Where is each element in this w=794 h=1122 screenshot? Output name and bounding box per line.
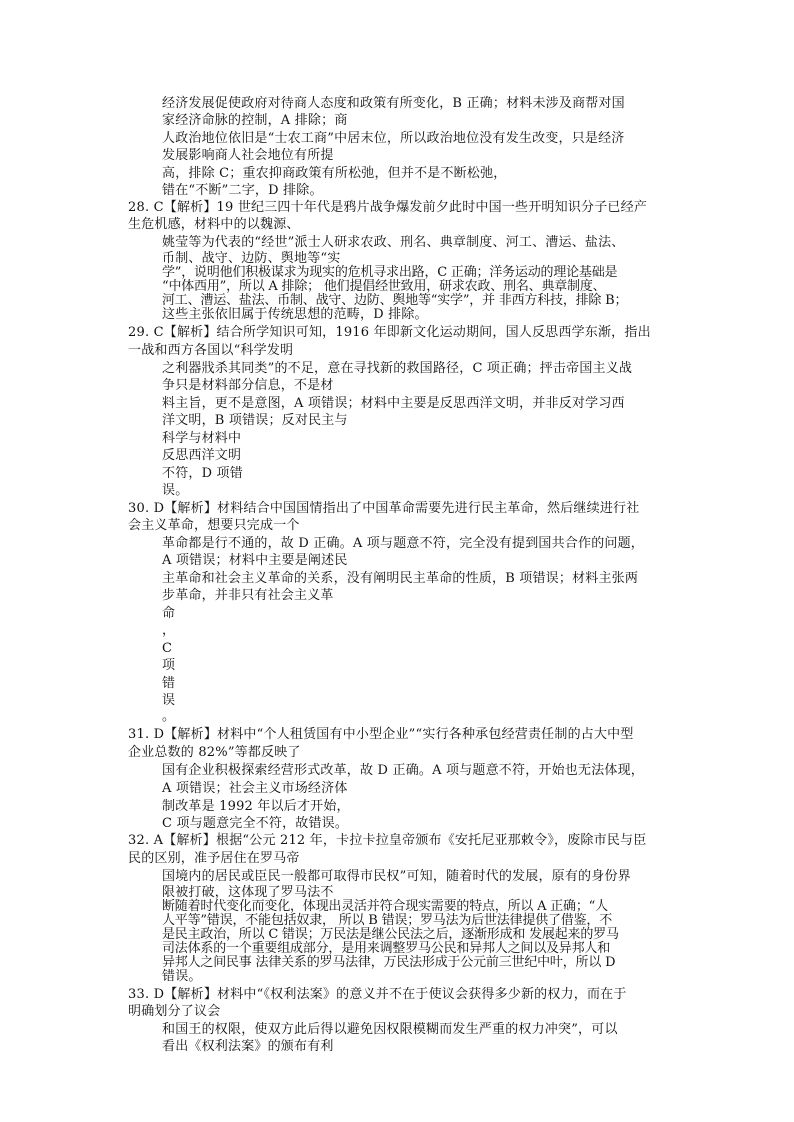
text-line: 人平等”错误，不能包括奴隶， 所以 B 错误；罗马法为后世法律提供了借鉴，不 <box>162 913 612 928</box>
text-line: 项 <box>162 658 176 673</box>
text-line: 企业总数的 82%”等都反映了 <box>128 745 301 760</box>
text-line: 这些主张依旧属于传统思想的范畴，D 排除。 <box>162 307 428 322</box>
text-line: 争只是材料部分信息，不是材 <box>162 378 334 393</box>
text-line: 河工、漕运、盐法、币制、战守、边防、舆地等“实学”，并 非西方科技，排除 B； <box>162 293 628 308</box>
text-line: 异邦人之间民事 法律关系的罗马法律，万民法形成于公元前三世纪中叶，所以 D <box>162 955 616 970</box>
text-line: A 项错误；社会主义市场经济体 <box>162 781 348 796</box>
text-line: C 项与题意完全不符，故错误。 <box>162 816 349 831</box>
text-line: 司法体系的一个重要组成部分，是用来调整罗马公民和异邦人之间以及异邦人和 <box>162 941 611 956</box>
text-line: 命 <box>162 606 176 621</box>
text-line: 断随着时代变化而变化，体现出灵活并符合现实需要的特点，所以 A 正确；“人 <box>162 899 608 914</box>
text-line: 币制、战守、边防、舆地等“实 <box>162 251 341 266</box>
text-line: 一战和西方各国以“科学发明 <box>128 343 294 358</box>
text-line: 主革命和社会主义革命的关系，没有阐明民主革命的性质，B 项错误；材料主张两 <box>162 571 639 586</box>
text-line: 错 <box>162 676 176 691</box>
text-line: 人政治地位依旧是“士农工商”中居末位，所以政治地位没有发生改变，只是经济 <box>162 131 625 146</box>
text-line: 错误。 <box>162 969 202 984</box>
text-line: 料主旨，更不是意图，A 项错误；材料中主要是反思西洋文明，并非反对学习西 <box>162 396 625 411</box>
text-line: 看出《权利法案》的颁布有利 <box>162 1039 334 1054</box>
text-line: 国有企业积极探索经营形式改革，故 D 正确。A 项与题意不符，开始也无法体现， <box>162 763 645 778</box>
text-line: 国境内的居民或臣民一般都可取得市民权”可知，随着时代的发展，原有的身份界 <box>162 869 631 884</box>
text-line: 是民主政治，所以 C 错误；万民法是继公民法之后，逐渐形成和 发展起来的罗马 <box>162 927 619 942</box>
question-31-line: 31. D【解析】材料中“个人租赁国有中小型企业”“实行各种承包经营责任制的占大中型 <box>128 727 634 742</box>
text-line: 姚莹等为代表的“经世”派士人研求农政、刑名、典章制度、河工、漕运、盐法、 <box>162 235 625 250</box>
text-line: 反思西洋文明 <box>162 448 242 463</box>
question-32-line: 32. A【解析】根据“公元 212 年，卡拉卡拉皇帝颁布《安托尼亚那敕令》，废除市民与臣 <box>128 833 647 848</box>
text-line: 制改革是 1992 年以后才开始， <box>162 799 350 814</box>
text-line: 不符，D 项错 <box>162 466 243 481</box>
text-line: C <box>162 641 173 656</box>
text-line: 步革命，并非只有社会主义革 <box>162 588 334 603</box>
text-line: 发展影响商人社会地位有所提 <box>162 148 334 163</box>
text-line: 民的区别，准予居住在罗马帝 <box>128 851 300 866</box>
text-line: 革命都是行不通的，故 D 正确。A 项与题意不符，完全没有提到国共合作的问题， <box>162 536 645 551</box>
text-line: 会主义革命，想要只完成一个 <box>128 518 300 533</box>
text-line: 生危机感，材料中的以魏源、 <box>128 217 300 232</box>
question-28-line: 28. C【解析】19 世纪三四十年代是鸦片战争爆发前夕此时中国一些开明知识分子已经产 <box>128 200 648 215</box>
question-29-line: 29. C【解析】结合所学知识可知，1916 年即新文化运动期间，国人反思西学东渐，指出 <box>128 325 651 340</box>
question-30-line: 30. D【解析】材料结合中国国情指出了中国革命需要先进行民主革命，然后继续进行社 <box>128 501 640 516</box>
text-line: 和国王的权限，使双方此后得以避免因权限模糊而发生严重的权力冲突”，可以 <box>162 1022 618 1037</box>
text-line: 家经济命脉的控制，A 排除；商 <box>162 113 348 128</box>
text-line: 经济发展促使政府对待商人态度和政策有所变化，B 正确；材料未涉及商帮对国 <box>162 96 625 111</box>
text-line: 之利器戕杀其同类”的不足，意在寻找新的救国路径，C 项正确；抨击帝国主义战 <box>162 361 633 376</box>
text-line: ， <box>162 623 176 638</box>
text-line: 科学与材料中 <box>162 431 242 446</box>
question-33-line: 33. D【解析】材料中“《权利法案》的意义并不在于使议会获得多少新的权力，而在于 <box>128 987 627 1002</box>
text-line: 明确划分了议会 <box>128 1004 221 1019</box>
text-line: 误。 <box>162 483 189 498</box>
text-line: A 项错误；材料中主要是阐述民 <box>162 553 348 568</box>
text-line: 洋文明，B 项错误；反对民主与 <box>162 413 348 428</box>
text-line: “中体西用”，所以 A 排除； 他们提倡经世致用，研求农政、刑名、典章制度、 <box>162 279 606 294</box>
text-line: 错在“不断”二字，D 排除。 <box>162 183 323 198</box>
text-line: 学”，说明他们积极谋求为现实的危机寻求出路，C 正确；洋务运动的理论基础是 <box>162 265 618 280</box>
text-line: 。 <box>162 709 176 724</box>
text-line: 限被打破，这体现了罗马法不 <box>162 885 334 900</box>
text-line: 高，排除 C；重农抑商政策有所松弛，但并不是不断松弛， <box>162 166 507 181</box>
text-line: 误 <box>162 693 176 708</box>
